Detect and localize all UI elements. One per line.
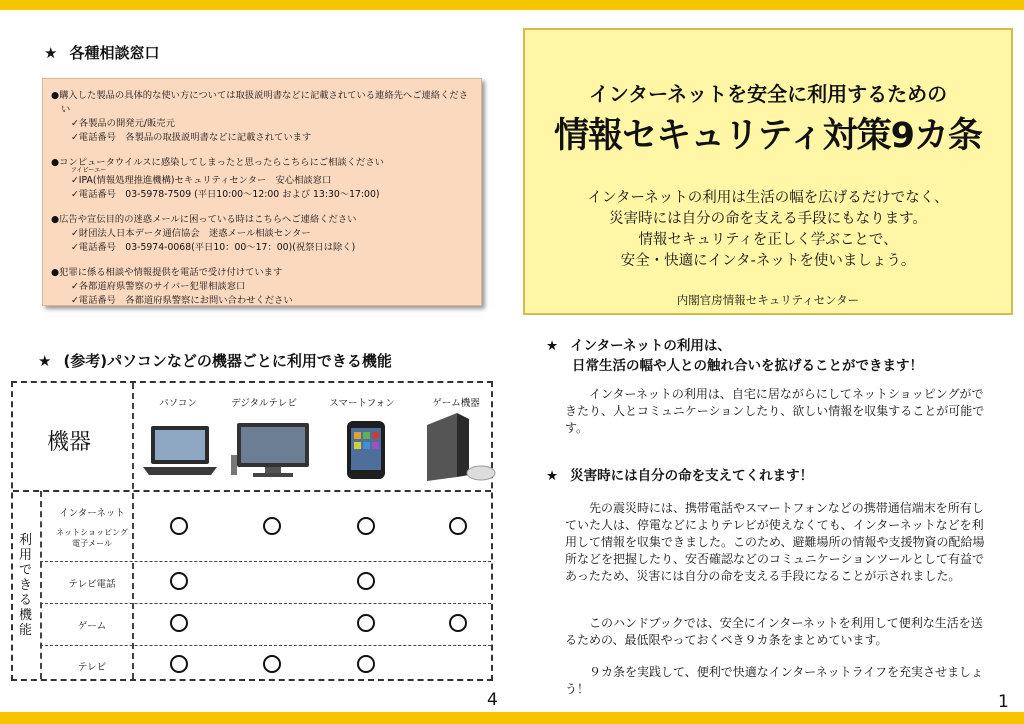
top-stripe: [0, 0, 1024, 10]
available-mark: [357, 517, 375, 535]
paragraph: このハンドブックでは、安全にインターネットを利用して便利な生活を送るための、最低限やっておくべき９カ条をまとめています。: [565, 616, 983, 647]
column-header: パソコン: [159, 398, 197, 409]
laptop-icon: [141, 423, 219, 477]
divider: [40, 561, 491, 562]
row-label: ゲーム: [77, 621, 107, 632]
panel-body: インターネットの利用は生活の幅を広げるだけでなく、 災害時には自分の命を支える手段にもなります。 情報セキュリティを正しく学ぶことで、 安全・快適にインタ-ネットを使いましょう。: [587, 190, 949, 269]
divider: [40, 603, 491, 604]
section-heading-cont: 日常生活の幅や人との触れ合いを拡げることができます！: [572, 358, 923, 374]
divider: [13, 490, 491, 492]
row-label: テレビ: [77, 662, 107, 673]
bottom-stripe: [0, 712, 1024, 724]
paragraph: ９カ条を実践して、便利で快適なインターネットライフを充実させましょう！: [565, 665, 983, 696]
consult-block: ●広告や宣伝目的の迷惑メールに困っている時はこちらへご連絡ください ✓財団法人日本データ通信協会 迷惑メール相談センター ✓電話番号 03-5974-0068(平日10：00～17：00)(祝祭日は除く): [51, 214, 357, 253]
row-sublabel: 電子メール: [72, 539, 112, 548]
section-heading: ★ 災害時には自分の命を支えてくれます！: [546, 468, 814, 484]
game-console-icon: [419, 411, 497, 483]
section-heading: ★ インターネットの利用は、: [546, 338, 731, 354]
column-header: ゲーム機器: [432, 398, 480, 409]
page-number-right: 1: [998, 692, 1009, 712]
consult-heading: ★ 各種相談窓口: [44, 44, 160, 62]
page-number-left: 4: [487, 690, 498, 710]
available-mark: [263, 655, 281, 673]
side-label: 利用できる機能: [19, 533, 33, 638]
paragraph: インターネットの利用は、自宅に居ながらにしてネットショッピングができたり、人とコミュニケーションしたり、欲しい情報を収集することが可能です。: [565, 387, 985, 435]
tv-icon: [231, 421, 313, 481]
consult-block: ●購入した製品の具体的な使い方については取扱説明書などに記載されている連絡先へご連絡ください ✓各製品の開発元/販売元 ✓電話番号 各製品の取扱説明書などに記載されています: [51, 90, 468, 143]
title-panel: [523, 28, 1013, 315]
divider: [40, 645, 491, 646]
available-mark: [170, 572, 188, 590]
available-mark: [170, 614, 188, 632]
available-mark: [263, 517, 281, 535]
row-label: インターネット: [59, 508, 125, 519]
column-header: スマートフォン: [329, 398, 395, 409]
consult-block: ●コンピュータウイルスに感染してしまったと思ったらこちらにご相談ください アイピーエー ✓IPA(情報処理推進機構)セキュリティセンター 安心相談窓口 ✓電話番号 03-5978-7509 (平日10:00～12:00 および 13:30～17:00): [51, 156, 473, 202]
kiki-label: 機器: [47, 430, 92, 455]
available-mark: [170, 655, 188, 673]
device-table: [11, 381, 493, 681]
ruby-text: アイピーエー: [71, 167, 107, 174]
devices-heading: ★ (参考)パソコンなどの機器ごとに利用できる機能: [38, 352, 392, 370]
paragraph: 先の震災時には、携帯電話やスマートフォンなどの携帯通信端末を所有していた人は、停電などによりテレビが使えなくても、インターネットなどを利用して情報を収集できました。このため、避難場所の情報や支援物資の配給場所などを把握したり、安否確認などのコミュニケーションツールとして有益であったため、災害には自分の命を支える手段になることが示されました。: [565, 501, 985, 583]
row-sublabel: ネットショッピング: [56, 528, 128, 537]
row-label: テレビ電話: [68, 579, 116, 590]
available-mark: [170, 517, 188, 535]
available-mark: [357, 614, 375, 632]
panel-organization: 内閣官房情報セキュリティセンター: [676, 293, 860, 307]
column-header: デジタルテレビ: [231, 398, 297, 409]
panel-title: 情報セキュリティ対策9カ条: [554, 116, 982, 156]
available-mark: [449, 517, 467, 535]
available-mark: [357, 572, 375, 590]
smartphone-icon: [341, 419, 393, 481]
consult-box: [42, 78, 482, 306]
panel-subtitle: インターネットを安全に利用するための: [588, 82, 948, 106]
available-mark: [449, 614, 467, 632]
consult-block: ●犯罪に係る相談や情報提供を電話で受け付けています ✓各都道府県警察のサイバー犯罪相談窓口 ✓電話番号 各都道府県警察にお問い合わせください: [51, 267, 293, 306]
available-mark: [357, 655, 375, 673]
